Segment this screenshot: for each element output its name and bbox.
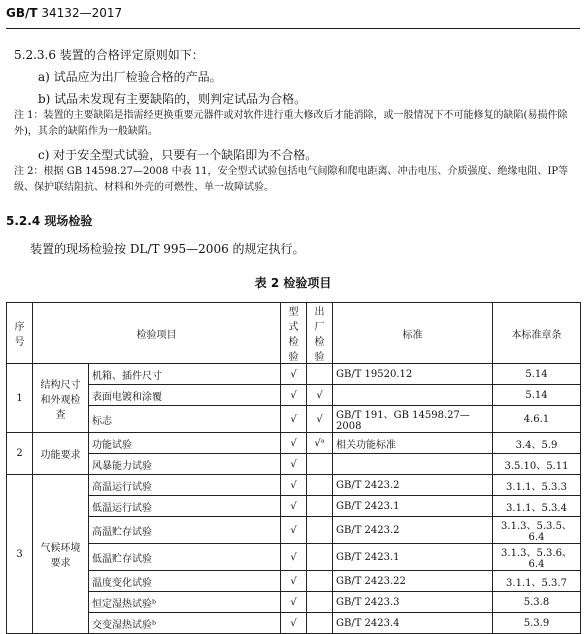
standard-cell: GB/T 2423.4 — [333, 613, 493, 634]
col-clause: 本标准章条 — [493, 303, 581, 364]
inspection-table — [6, 302, 581, 634]
item-cell: 交变湿热试验ᵇ — [89, 613, 281, 634]
clause-cell: 5.3.8 — [493, 592, 581, 613]
table-row — [7, 475, 581, 496]
item-cell: 温度变化试验 — [89, 571, 281, 592]
item-cell: 功能试验 — [89, 433, 281, 454]
type-cell: √ — [281, 364, 307, 385]
factory-cell — [307, 496, 333, 517]
standard-cell: GB/T 2423.2 — [333, 517, 493, 544]
group-name: 结构尺寸和外观检查 — [33, 364, 89, 433]
standard-cell: GB/T 2423.2 — [333, 475, 493, 496]
table-row — [7, 433, 581, 454]
item-a: a) 试品应为出厂检验合格的产品。 — [38, 70, 222, 84]
col-factory-test: 出厂检验 — [307, 303, 333, 364]
type-cell: √ — [281, 592, 307, 613]
table-row — [7, 454, 581, 475]
clause-cell: 5.3.9 — [493, 613, 581, 634]
item-cell: 低温贮存试验 — [89, 544, 281, 571]
factory-cell — [307, 613, 333, 634]
clause-cell: 3.4、5.9 — [493, 433, 581, 454]
factory-cell — [307, 475, 333, 496]
note-1: 注 1：装置的主要缺陷是指需经更换重要元器件或对软件进行重大修改后才能消除，或一般情况下不可能修复的缺陷(易损件除外)，其余的缺陷作为一般缺陷。 — [14, 110, 568, 137]
clause-524-text: 装置的现场检验按 DL/T 995—2006 的规定执行。 — [30, 242, 305, 256]
type-cell: √ — [281, 454, 307, 475]
col-seq: 序号 — [7, 303, 33, 364]
standard-cell — [333, 385, 493, 406]
factory-cell: √ — [307, 385, 333, 406]
table-row — [7, 385, 581, 406]
clause-cell: 3.1.1、5.3.4 — [493, 496, 581, 517]
type-cell: √ — [281, 517, 307, 544]
table-row — [7, 364, 581, 385]
clause-5236-title: 5.2.3.6 装置的合格评定原则如下： — [14, 48, 204, 62]
clause-cell: 3.1.1、5.3.7 — [493, 571, 581, 592]
col-item: 检验项目 — [33, 303, 281, 364]
item-cell: 高温运行试验 — [89, 475, 281, 496]
standard-cell: GB/T 19520.12 — [333, 364, 493, 385]
factory-cell: √ — [307, 406, 333, 433]
table-row — [7, 592, 581, 613]
group-name: 功能要求 — [33, 433, 89, 475]
type-cell: √ — [281, 544, 307, 571]
item-cell: 表面电镀和涂覆 — [89, 385, 281, 406]
standard-cell — [333, 454, 493, 475]
type-cell: √ — [281, 571, 307, 592]
clause-cell: 3.1.3、5.3.6、6.4 — [493, 544, 581, 571]
factory-cell — [307, 592, 333, 613]
type-cell: √ — [281, 613, 307, 634]
clause-524-title: 5.2.4 现场检验 — [6, 214, 93, 228]
col-type-test: 型式检验 — [281, 303, 307, 364]
table-row — [7, 544, 581, 571]
item-cell: 低温运行试验 — [89, 496, 281, 517]
type-cell: √ — [281, 475, 307, 496]
standard-cell: 相关功能标准 — [333, 433, 493, 454]
table-header-row — [7, 303, 581, 364]
note-2: 注 2：根据 GB 14598.27—2008 中表 11，安全型式试验包括电气间隙和爬电距离、冲击电压、介质强度、绝缘电阻、IP等级、保护联结阻抗、材料和外壳的可燃性、单一故障试验。 — [14, 166, 569, 193]
factory-cell — [307, 454, 333, 475]
table-caption: 表 2 检验项目 — [254, 276, 332, 290]
type-cell: √ — [281, 433, 307, 454]
standard-cell: GB/T 2423.1 — [333, 496, 493, 517]
item-c: c) 对于安全型式试验，只要有一个缺陷即为不合格。 — [38, 148, 318, 162]
standard-number: 34132—2017 — [41, 6, 123, 20]
clause-cell: 5.14 — [493, 364, 581, 385]
item-cell: 高温贮存试验 — [89, 517, 281, 544]
clause-cell: 3.5.10、5.11 — [493, 454, 581, 475]
clause-cell: 5.14 — [493, 385, 581, 406]
clause-cell: 4.6.1 — [493, 406, 581, 433]
table-row — [7, 613, 581, 634]
factory-cell: √ᵃ — [307, 433, 333, 454]
factory-cell — [307, 517, 333, 544]
item-cell: 机箱、插件尺寸 — [89, 364, 281, 385]
table-row — [7, 517, 581, 544]
clause-cell: 3.1.3、5.3.5、6.4 — [493, 517, 581, 544]
type-cell: √ — [281, 496, 307, 517]
item-cell: 标志 — [89, 406, 281, 433]
group-seq: 3 — [7, 475, 33, 634]
group-seq: 2 — [7, 433, 33, 475]
type-cell: √ — [281, 385, 307, 406]
group-name: 气候环境要求 — [33, 475, 89, 634]
item-b: b) 试品未发现有主要缺陷的，则判定试品为合格。 — [38, 92, 307, 106]
standard-cell: GB/T 2423.1 — [333, 544, 493, 571]
clause-cell: 3.1.1、5.3.3 — [493, 475, 581, 496]
standard-code: GB/T — [6, 6, 38, 20]
table-row — [7, 571, 581, 592]
standard-cell: GB/T 191、GB 14598.27—2008 — [333, 406, 493, 433]
factory-cell — [307, 571, 333, 592]
col-standard: 标准 — [333, 303, 493, 364]
header-rule — [6, 28, 580, 29]
standard-cell: GB/T 2423.22 — [333, 571, 493, 592]
group-seq: 1 — [7, 364, 33, 433]
factory-cell — [307, 364, 333, 385]
item-cell: 恒定湿热试验ᵇ — [89, 592, 281, 613]
factory-cell — [307, 544, 333, 571]
standard-cell: GB/T 2423.3 — [333, 592, 493, 613]
type-cell: √ — [281, 406, 307, 433]
table-row — [7, 406, 581, 433]
item-cell: 风暴能力试验 — [89, 454, 281, 475]
table-row — [7, 496, 581, 517]
doc-header — [6, 6, 122, 20]
